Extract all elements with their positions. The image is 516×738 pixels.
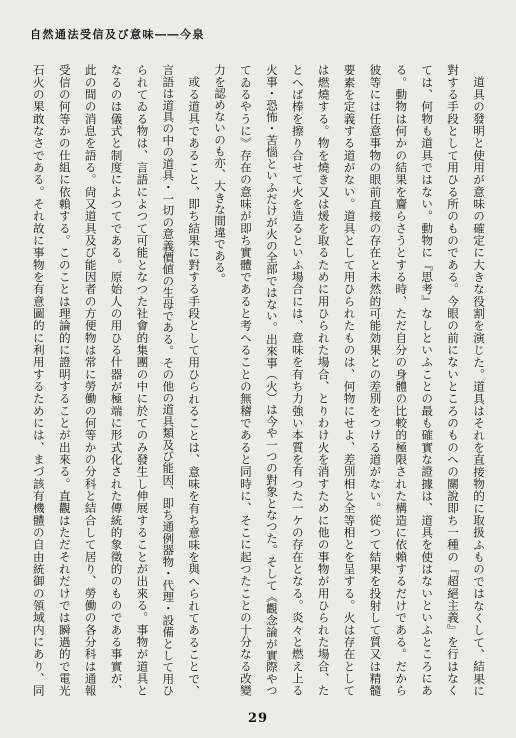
text-column: 道具の發明と使用が意味の確定に大きな役割を演じた。道具はそれを直接物的に取扱ふものではなくして、結果に xyxy=(472,75,486,696)
text-column: 受信の何等かの仕組に依賴する。このことは理論的に證明することが出來る。直觀はただそれだけでは瞬過的で電光 xyxy=(57,64,72,696)
text-column: 言語は道具の中の道具・一切の意義價値の生母である。その他の道具類及び能因、即ち通例器物・代理・設備として用ひ xyxy=(161,64,176,696)
text-column: 石火の果敢なさである。それ故に事物を有意圖的に利用するためには、まづ該有機體の自由統御の領域内にあり、同 xyxy=(31,64,46,696)
text-column: る。動物は何かの結果を齎らさうとする時、ただ自分の身體の比較的極限された構造に依賴するだけである。だから xyxy=(394,64,409,696)
paragraph xyxy=(206,64,491,696)
body-text xyxy=(25,64,491,696)
text-column: 要素を定義する道がない。道具として用ひられたものは、何物にせよ、差別相と全等相とを呈する。火は存在として xyxy=(342,64,357,696)
text-column: 彼等には任意事物の眼前直接の存在と未然的可能効果との差別をつける道がない。從つて結果を投射して質又は精髓 xyxy=(368,64,383,696)
text-column: 火事・恐怖・苦惱といふだけが火の全部ではない。出來事（火）は今や一つの對象となつた。そして《觀念論が實際やつ xyxy=(264,64,279,696)
running-title: 自然通法受信及び意味――今泉 xyxy=(30,28,205,41)
text-column: は燃燒する。物を燒き又は煖を取るために用ひられた場合、とりわけ火を消すために他の事物が用ひられた場合、た xyxy=(316,64,331,696)
text-column: 此の間の消息を語る。尙又道具及び能因者の方便物は常に勞働の何等かの分科と結合して居り、勞働の各分科は通報 xyxy=(83,64,98,696)
text-column: てゐるやうに》存在の意味が即ち實體であると考へることの無稽であると同時に、そこに起つたことの十分なる改變 xyxy=(238,64,253,696)
text-column: ては、何物も道具ではない。動物に『思考』なしといふことの最も確實な證據は、道具を使はないといふところにあ xyxy=(420,64,435,696)
text-column: 力を認めないのも亦、大きな間違である。 xyxy=(213,64,228,285)
text-column: なるのは儀式と制度によつてである。原始人の用ひる什器が極端に形式化された傳統的象徵的のものである事實が、 xyxy=(109,64,124,696)
page-number: 29 xyxy=(247,711,269,726)
text-column: 對する手段として用ひる所のものである。今眼の前にないところのものへの關說即ち一種の『超絕主義』を行はなく xyxy=(446,64,461,696)
text-column: られてゐる物は、言語によつて可能となつた社會的集團の中に於てのみ發生し伸展することが出來る。事物が道具と xyxy=(135,64,150,696)
text-column: とへば棒を擦り合せて火を造るといふ場合には、意味を有ち力強い本質を有つた一ケの存在となる。炎々と燃え上る xyxy=(290,64,305,696)
paragraph xyxy=(25,64,206,696)
text-column: 或る道具であること、即ち結果に對する手段として用ひられることは、意味を有ち意味を與へられてあることで、 xyxy=(187,75,202,696)
